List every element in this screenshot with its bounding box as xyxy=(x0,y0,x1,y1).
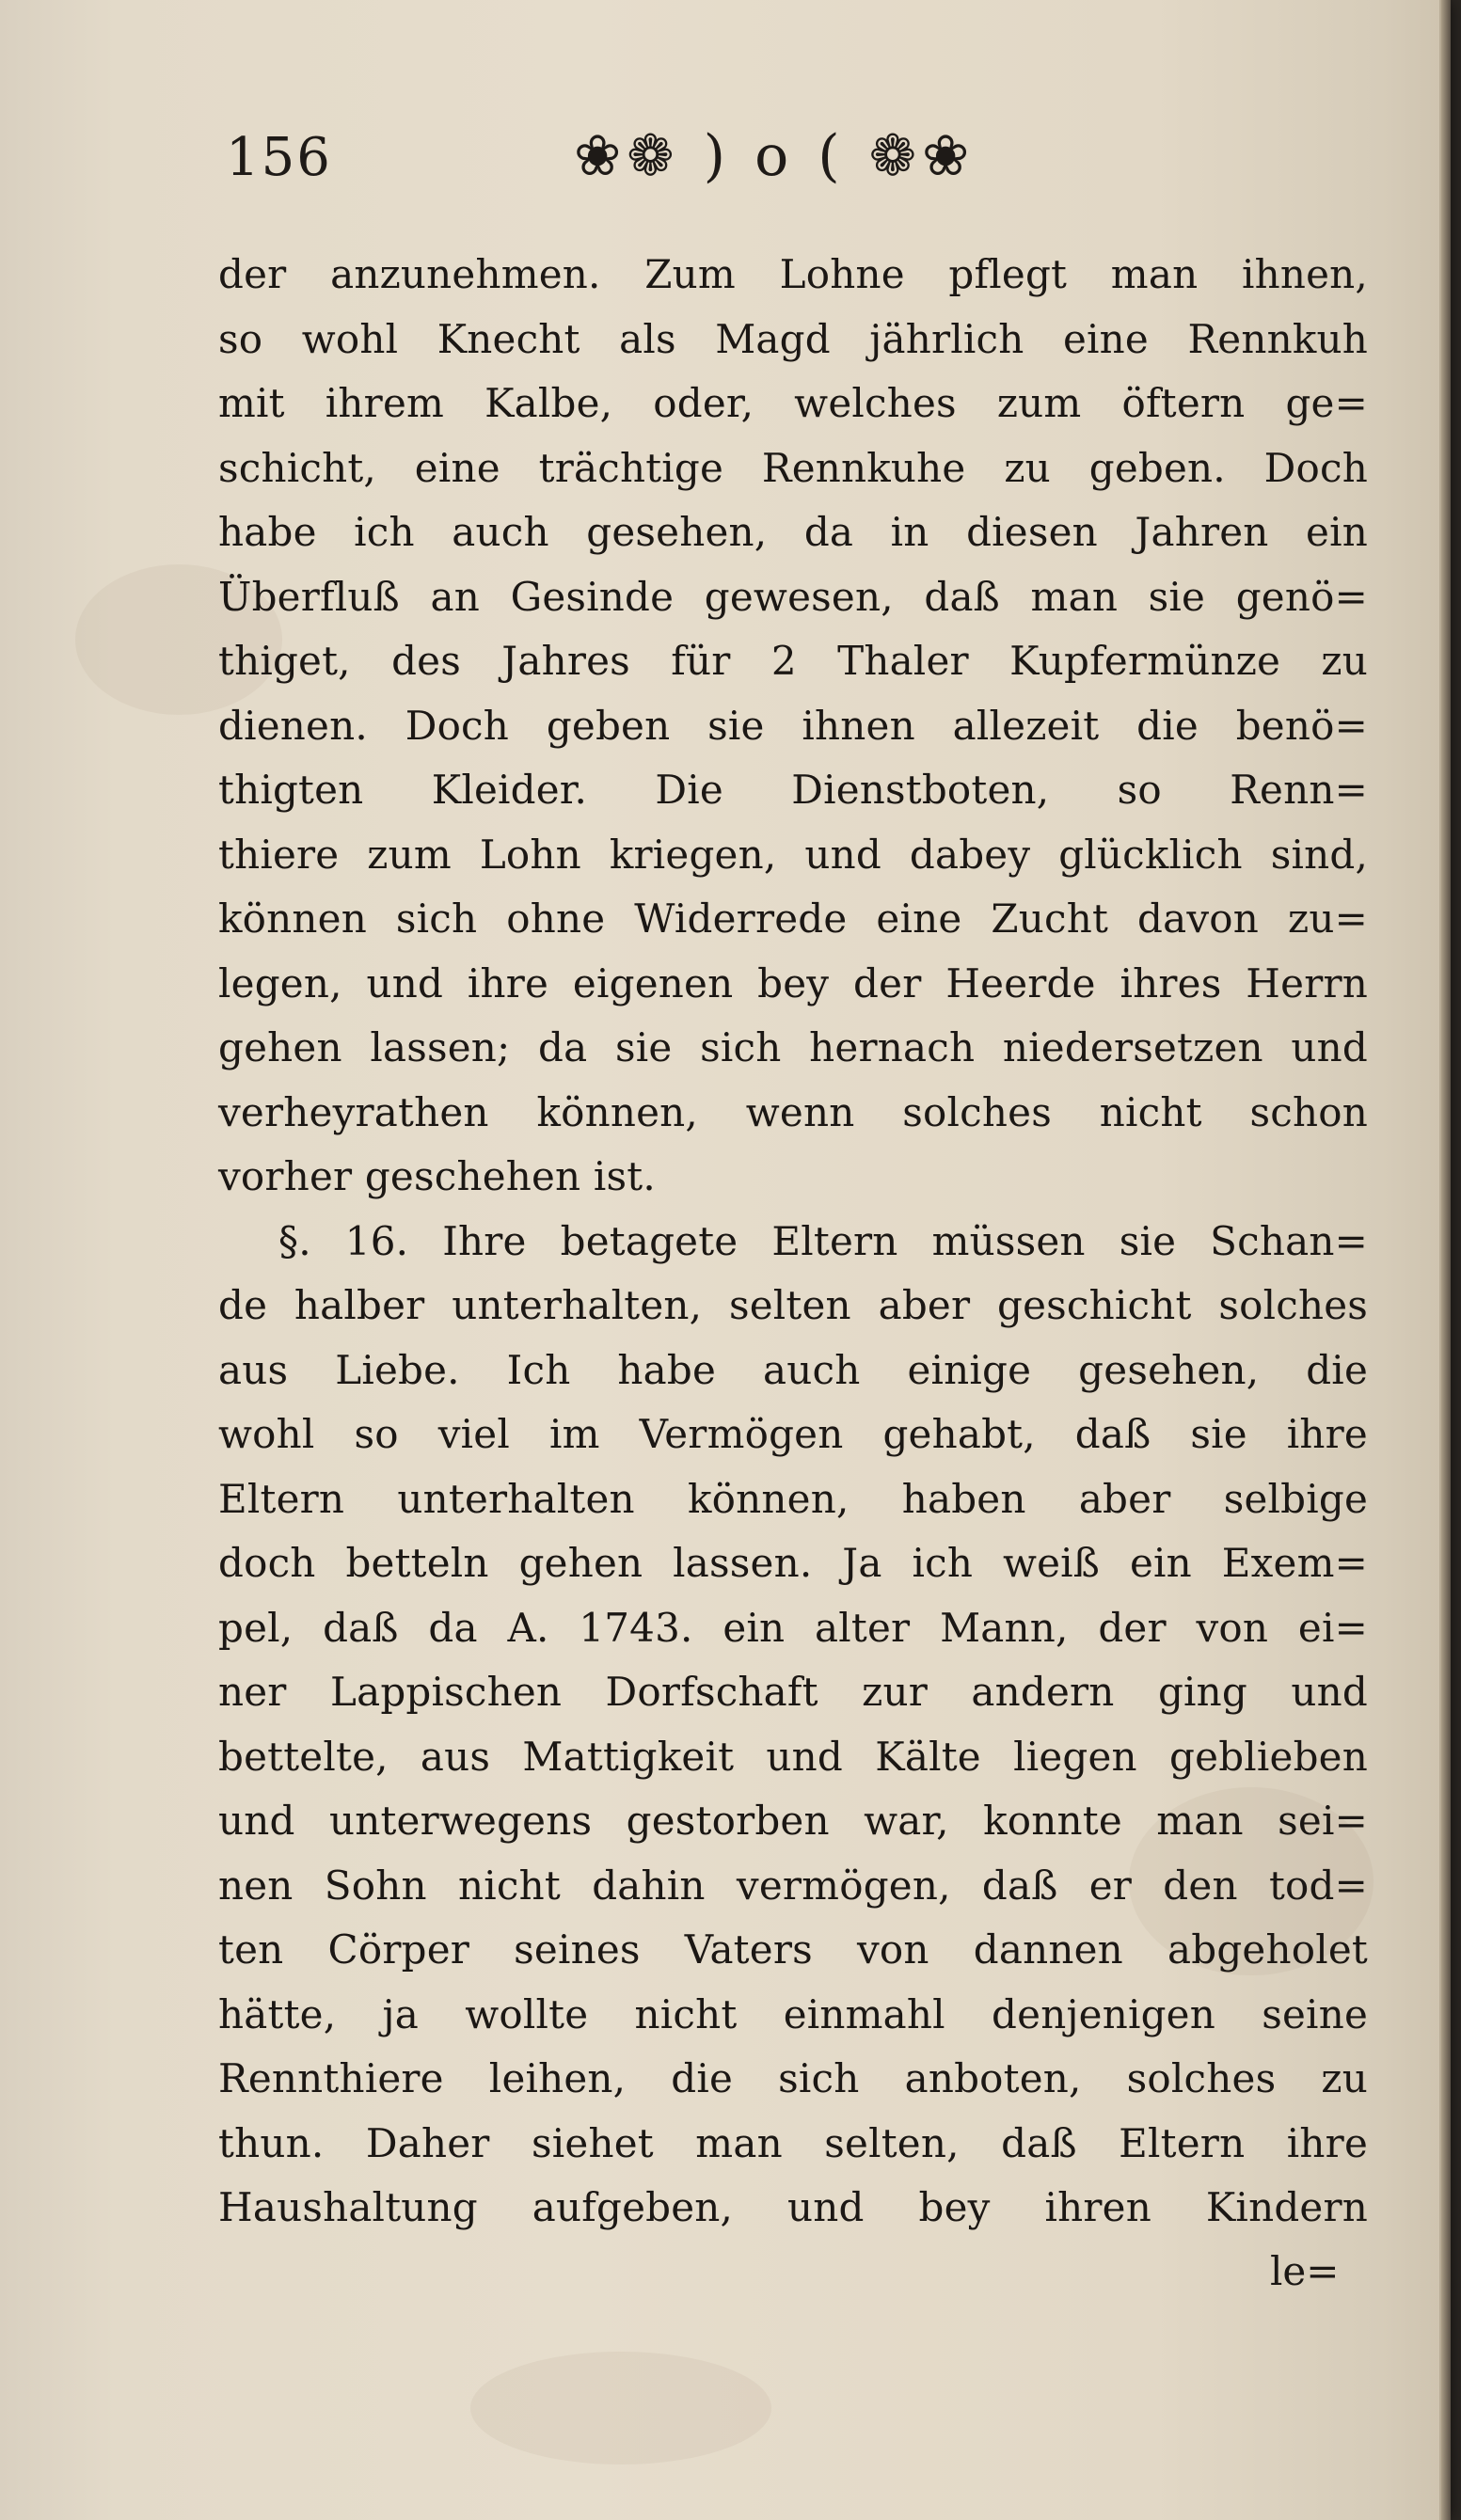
text-line: legen, und ihre eigenen bey der Heerde ihres Herrn xyxy=(218,959,1368,1006)
running-header xyxy=(226,123,1374,202)
text-line: pel, daß da A. 1743. ein alter Mann, der von ei= xyxy=(218,1604,1368,1651)
text-line: Eltern unterhalten können, haben aber selbige xyxy=(218,1475,1368,1522)
section-start-line: §. 16. Ihre betagete Eltern müssen sie Schan= xyxy=(278,1217,1368,1264)
text-line: dienen. Doch geben sie ihnen allezeit die benö= xyxy=(218,702,1368,749)
text-line: vorher geschehen ist. xyxy=(218,1153,656,1199)
text-line: der anzunehmen. Zum Lohne pflegt man ihnen, xyxy=(218,251,1368,297)
text-line: schicht, eine trächtige Rennkuhe zu geben. Doch xyxy=(218,444,1368,491)
text-line: können sich ohne Widerrede eine Zucht davon zu= xyxy=(218,895,1368,942)
text-line: so wohl Knecht als Magd jährlich eine Rennkuh xyxy=(218,315,1368,362)
page-edge xyxy=(1441,0,1451,2520)
text-line: Rennthiere leihen, die sich anboten, solches zu xyxy=(218,2055,1368,2101)
text-line: mit ihrem Kalbe, oder, welches zum öftern ge= xyxy=(218,380,1368,426)
text-line: ner Lappischen Dorfschaft zur andern ging und xyxy=(218,1669,1368,1715)
text-line: habe ich auch gesehen, da in diesen Jahren ein xyxy=(218,509,1368,555)
text-line: hätte, ja wollte nicht einmahl denjenigen seine xyxy=(218,1990,1368,2037)
text-line: de halber unterhalten, selten aber geschicht solches xyxy=(218,1282,1368,1328)
text-line: wohl so viel im Vermögen gehabt, daß sie ihre xyxy=(218,1411,1368,1457)
paper-stain xyxy=(470,2352,771,2465)
text-line: aus Liebe. Ich habe auch einige gesehen, die xyxy=(218,1346,1368,1393)
text-line: und unterwegens gestorben war, konnte man sei= xyxy=(218,1798,1368,1844)
text-line: bettelte, aus Mattigkeit und Kälte liegen geblieben xyxy=(218,1733,1368,1780)
text-line: ten Cörper seines Vaters von dannen abgeholet xyxy=(218,1926,1368,1973)
text-line: thiget, des Jahres für 2 Thaler Kupfermünze zu xyxy=(218,638,1368,684)
page-number: 156 xyxy=(226,127,332,188)
text-line: thiere zum Lohn kriegen, und dabey glücklich sind, xyxy=(218,831,1368,878)
text-line: verheyrathen können, wenn solches nicht schon xyxy=(218,1088,1368,1135)
text-line: thigten Kleider. Die Dienstboten, so Renn= xyxy=(218,767,1368,813)
text-line: thun. Daher siehet man selten, daß Eltern ihre xyxy=(218,2119,1368,2166)
body-text xyxy=(218,243,1368,2241)
text-line: Haushaltung aufgeben, und bey ihren Kindern xyxy=(218,2184,1368,2230)
header-ornament: ❀❁ ) o ( ❁❀ xyxy=(574,123,976,189)
text-line: nen Sohn nicht dahin vermögen, daß er den tod= xyxy=(218,1862,1368,1909)
text-line: gehen lassen; da sie sich hernach niedersetzen und xyxy=(218,1024,1368,1070)
text-line: doch betteln gehen lassen. Ja ich weiß ein Exem= xyxy=(218,1540,1368,1586)
catchword: le= xyxy=(1270,2248,1340,2294)
text-line: Überfluß an Gesinde gewesen, daß man sie genö= xyxy=(218,573,1368,620)
